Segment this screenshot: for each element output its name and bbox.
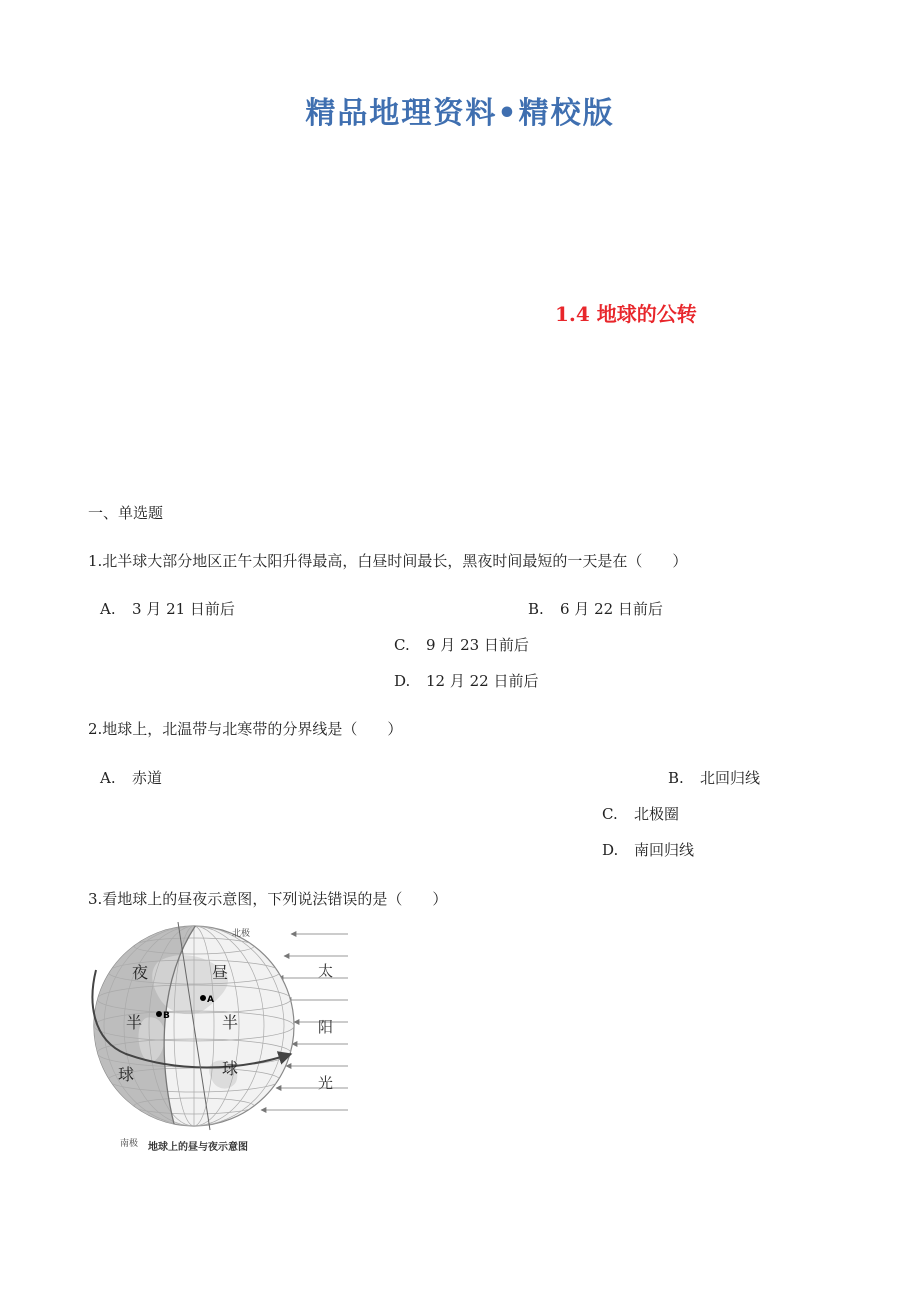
option-letter: B. — [528, 600, 544, 618]
option-letter: C. — [394, 636, 410, 654]
point-b-marker — [156, 1011, 162, 1017]
option-letter: D. — [394, 672, 411, 690]
option-text: 北极圈 — [634, 805, 680, 823]
day-night-diagram-svg — [86, 922, 350, 1152]
section-heading: 一、单选题 — [88, 504, 164, 522]
option-letter: A. — [100, 600, 116, 618]
option-letter: C. — [602, 805, 618, 823]
night-label-2: 半 — [126, 1013, 143, 1032]
question-1-option-d[interactable] — [394, 670, 538, 691]
night-label-1: 夜 — [132, 963, 149, 982]
option-letter: A. — [100, 769, 116, 787]
question-2-option-c[interactable] — [602, 803, 679, 824]
sunlight-label-3: 光 — [318, 1074, 334, 1092]
question-2-option-b[interactable] — [668, 767, 760, 788]
lesson-title: 1.4 地球的公转 — [555, 302, 697, 326]
south-pole-label: 南极 — [120, 1139, 139, 1149]
point-a-marker — [200, 995, 206, 1001]
page-header-title: 精品地理资料•精校版 — [305, 96, 615, 131]
option-text: 6 月 22 日前后 — [560, 600, 663, 618]
option-text: 12 月 22 日前后 — [426, 672, 539, 690]
question-1-option-a[interactable] — [100, 598, 235, 619]
question-1-option-b[interactable] — [528, 598, 663, 619]
sunlight-label-1: 太 — [318, 962, 334, 980]
sunlight-label-2: 阳 — [318, 1018, 334, 1036]
question-1-option-c[interactable] — [394, 634, 529, 655]
diagram-caption: 地球上的昼与夜示意图 — [148, 1142, 248, 1153]
question-1-stem: 1.北半球大部分地区正午太阳升得最高，白昼时间最长，黑夜时间最短的一天是在（ ） — [88, 552, 688, 570]
option-letter: D. — [602, 841, 619, 859]
question-3-stem: 3.看地球上的昼夜示意图，下列说法错误的是（ ） — [88, 890, 448, 908]
day-label-2: 半 — [222, 1013, 239, 1032]
globe — [86, 922, 294, 1152]
north-pole-label: 北极 — [232, 929, 251, 939]
point-a-label: A — [207, 995, 214, 1005]
option-text: 赤道 — [132, 769, 163, 787]
option-text: 9 月 23 日前后 — [426, 636, 529, 654]
question-2-option-a[interactable] — [100, 767, 162, 788]
point-b-label: B — [163, 1011, 170, 1021]
night-label-3: 球 — [118, 1065, 135, 1084]
question-2-option-d[interactable] — [602, 839, 694, 860]
question-2-stem: 2.地球上，北温带与北寒带的分界线是（ ） — [88, 720, 403, 738]
option-text: 南回归线 — [634, 841, 695, 859]
day-label-1: 昼 — [212, 963, 229, 982]
option-letter: B. — [668, 769, 684, 787]
day-label-3: 球 — [222, 1059, 239, 1078]
day-night-diagram — [86, 922, 350, 1152]
option-text: 北回归线 — [700, 769, 761, 787]
option-text: 3 月 21 日前后 — [132, 600, 235, 618]
